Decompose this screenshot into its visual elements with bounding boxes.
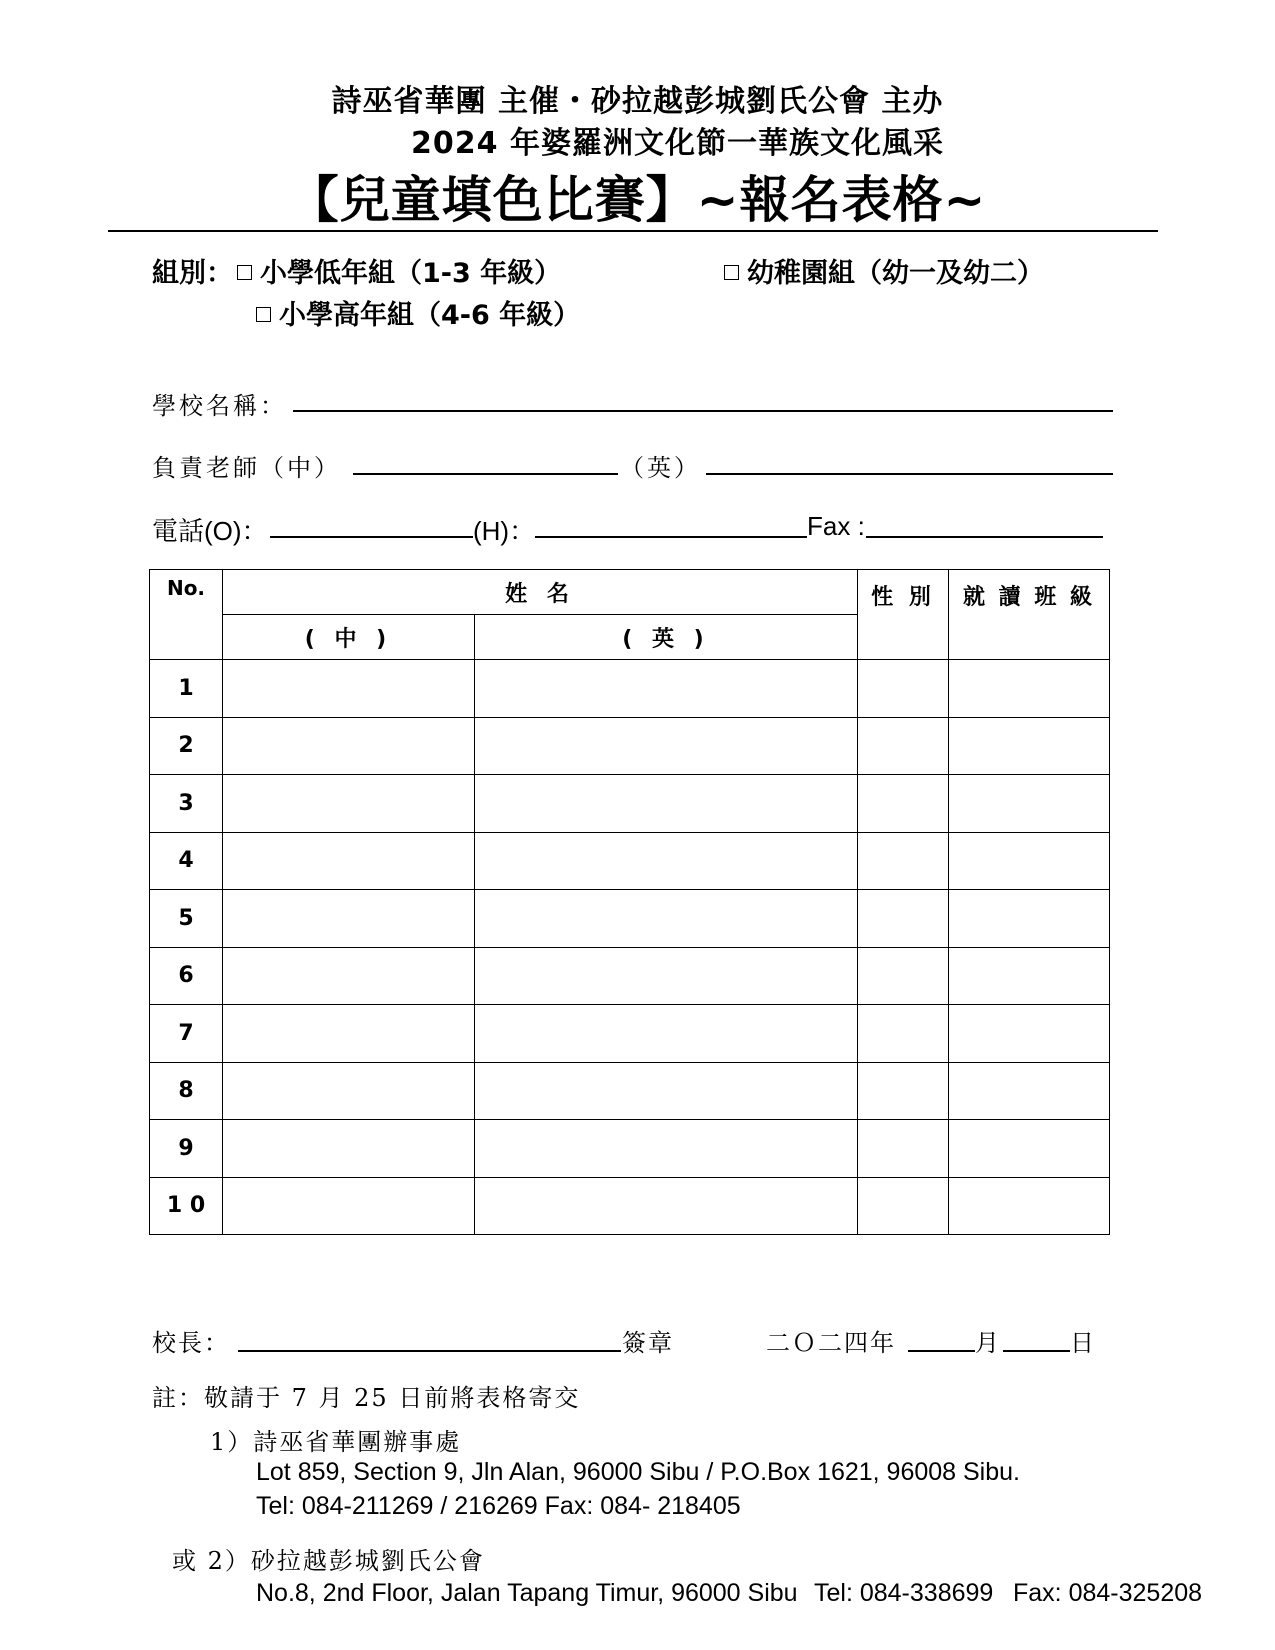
header-name-cn: ( 中 ) bbox=[223, 615, 475, 660]
day-field[interactable] bbox=[1003, 1350, 1070, 1352]
teacher-en-field[interactable] bbox=[706, 473, 1113, 475]
month-label: 月 bbox=[975, 1329, 1001, 1357]
participant-row bbox=[150, 717, 1110, 775]
month-field[interactable] bbox=[908, 1350, 975, 1352]
name-cn-cell[interactable] bbox=[223, 1005, 475, 1063]
day-label: 日 bbox=[1070, 1329, 1096, 1357]
event-title: 2024 年婆羅洲文化節一華族文化風采 bbox=[411, 126, 944, 161]
name-cn-cell[interactable] bbox=[223, 947, 475, 1005]
row-number: 4 bbox=[150, 832, 223, 890]
class-cell[interactable] bbox=[949, 660, 1110, 718]
fax-field[interactable] bbox=[866, 536, 1103, 538]
group-option-kindergarten: 幼稚園組（幼一及幼二） bbox=[747, 258, 1044, 289]
row-number: 7 bbox=[150, 1005, 223, 1063]
phone-office-label: 電話(O)： bbox=[152, 516, 268, 546]
header-divider bbox=[108, 230, 1158, 232]
gender-cell[interactable] bbox=[858, 775, 949, 833]
school-label: 學校名稱： bbox=[152, 392, 287, 420]
participant-table bbox=[149, 569, 1110, 1235]
gender-cell[interactable] bbox=[858, 717, 949, 775]
name-cn-cell[interactable] bbox=[223, 660, 475, 718]
phone-home-field[interactable] bbox=[535, 536, 807, 538]
teacher-cn-label: 負責老師（中） bbox=[152, 454, 341, 482]
gender-cell[interactable] bbox=[858, 660, 949, 718]
participant-row bbox=[150, 1062, 1110, 1120]
gender-cell[interactable] bbox=[858, 1177, 949, 1235]
date-year-label: 二Ｏ二四年 bbox=[766, 1329, 896, 1357]
phone-office-field[interactable] bbox=[270, 536, 473, 538]
class-cell[interactable] bbox=[949, 1005, 1110, 1063]
name-cn-cell[interactable] bbox=[223, 775, 475, 833]
participant-row bbox=[150, 1177, 1110, 1235]
fax-label: Fax : bbox=[807, 511, 865, 541]
note-option-2-tel: Tel: 084-338699 bbox=[814, 1579, 994, 1607]
name-cn-cell[interactable] bbox=[223, 1062, 475, 1120]
row-number: 5 bbox=[150, 890, 223, 948]
group-option-lower-primary: 小學低年組（1-3 年級） bbox=[260, 258, 562, 289]
principal-signature-field[interactable] bbox=[238, 1350, 621, 1352]
row-number: 1 bbox=[150, 660, 223, 718]
class-cell[interactable] bbox=[949, 775, 1110, 833]
header-gender: 性 別 bbox=[858, 570, 949, 660]
class-cell[interactable] bbox=[949, 717, 1110, 775]
name-cn-cell[interactable] bbox=[223, 1120, 475, 1178]
class-cell[interactable] bbox=[949, 1120, 1110, 1178]
gender-cell[interactable] bbox=[858, 890, 949, 948]
participant-row bbox=[150, 1120, 1110, 1178]
group-row-1 bbox=[152, 251, 561, 290]
class-cell[interactable] bbox=[949, 1177, 1110, 1235]
teacher-en-label: （英） bbox=[620, 454, 701, 482]
participant-row bbox=[150, 832, 1110, 890]
gender-cell[interactable] bbox=[858, 1062, 949, 1120]
note-option-2-address: No.8, 2nd Floor, Jalan Tapang Timur, 96000 Sibu bbox=[256, 1579, 798, 1607]
organizer-line: 詩巫省華團 主催・砂拉越彭城劉氏公會 主办 bbox=[331, 84, 944, 119]
participant-row bbox=[150, 1005, 1110, 1063]
participant-rows bbox=[150, 660, 1110, 1235]
class-cell[interactable] bbox=[949, 832, 1110, 890]
form-title: 【兒童填色比賽】~報名表格~ bbox=[288, 171, 987, 229]
note-intro: 註：敬請于 7 月 25 日前將表格寄交 bbox=[152, 1384, 581, 1412]
name-en-cell[interactable] bbox=[475, 775, 858, 833]
row-number: 1 0 bbox=[150, 1177, 223, 1235]
note-option-1-title: 1）詩巫省華團辦事處 bbox=[210, 1428, 462, 1456]
name-en-cell[interactable] bbox=[475, 1005, 858, 1063]
gender-cell[interactable] bbox=[858, 1120, 949, 1178]
row-number: 2 bbox=[150, 717, 223, 775]
row-number: 6 bbox=[150, 947, 223, 1005]
name-en-cell[interactable] bbox=[475, 1062, 858, 1120]
group-label: 組別： bbox=[152, 258, 233, 289]
name-en-cell[interactable] bbox=[475, 832, 858, 890]
row-number: 8 bbox=[150, 1062, 223, 1120]
row-number: 9 bbox=[150, 1120, 223, 1178]
teacher-cn-field[interactable] bbox=[353, 473, 618, 475]
name-en-cell[interactable] bbox=[475, 1120, 858, 1178]
note-option-2-title: 或 2）砂拉越彭城劉氏公會 bbox=[172, 1547, 485, 1575]
class-cell[interactable] bbox=[949, 890, 1110, 948]
class-cell[interactable] bbox=[949, 1062, 1110, 1120]
note-option-1-address: Lot 859, Section 9, Jln Alan, 96000 Sibu / P.O.Box 1621, 96008 Sibu. bbox=[256, 1458, 1020, 1486]
note-option-1-contact: Tel: 084-211269 / 216269 Fax: 084- 218405 bbox=[256, 1492, 741, 1520]
header-name-en: ( 英 ) bbox=[475, 615, 858, 660]
seal-label: 簽章 bbox=[622, 1329, 674, 1357]
header-name: 姓 名 bbox=[223, 570, 858, 615]
gender-cell[interactable] bbox=[858, 832, 949, 890]
name-en-cell[interactable] bbox=[475, 660, 858, 718]
name-cn-cell[interactable] bbox=[223, 832, 475, 890]
gender-cell[interactable] bbox=[858, 1005, 949, 1063]
checkbox-kindergarten[interactable] bbox=[724, 265, 739, 280]
participant-row bbox=[150, 947, 1110, 1005]
name-cn-cell[interactable] bbox=[223, 890, 475, 948]
name-cn-cell[interactable] bbox=[223, 1177, 475, 1235]
group-option-upper-primary: 小學高年組（4-6 年級） bbox=[279, 300, 581, 331]
name-cn-cell[interactable] bbox=[223, 717, 475, 775]
name-en-cell[interactable] bbox=[475, 717, 858, 775]
school-field[interactable] bbox=[293, 410, 1113, 412]
checkbox-upper-primary[interactable] bbox=[256, 307, 271, 322]
name-en-cell[interactable] bbox=[475, 1177, 858, 1235]
participant-row bbox=[150, 775, 1110, 833]
phone-home-label: (H)： bbox=[473, 516, 536, 546]
name-en-cell[interactable] bbox=[475, 947, 858, 1005]
group-row-kinder bbox=[720, 251, 1044, 290]
checkbox-lower-primary[interactable] bbox=[237, 265, 252, 280]
participant-row bbox=[150, 660, 1110, 718]
note-option-2-fax: Fax: 084-325208 bbox=[1013, 1579, 1203, 1607]
header-no: No. bbox=[150, 570, 223, 660]
row-number: 3 bbox=[150, 775, 223, 833]
group-row-2 bbox=[252, 293, 580, 332]
principal-label: 校長： bbox=[152, 1329, 230, 1357]
class-cell[interactable] bbox=[949, 947, 1110, 1005]
header-class: 就 讀 班 級 bbox=[949, 570, 1110, 660]
name-en-cell[interactable] bbox=[475, 890, 858, 948]
gender-cell[interactable] bbox=[858, 947, 949, 1005]
participant-row bbox=[150, 890, 1110, 948]
